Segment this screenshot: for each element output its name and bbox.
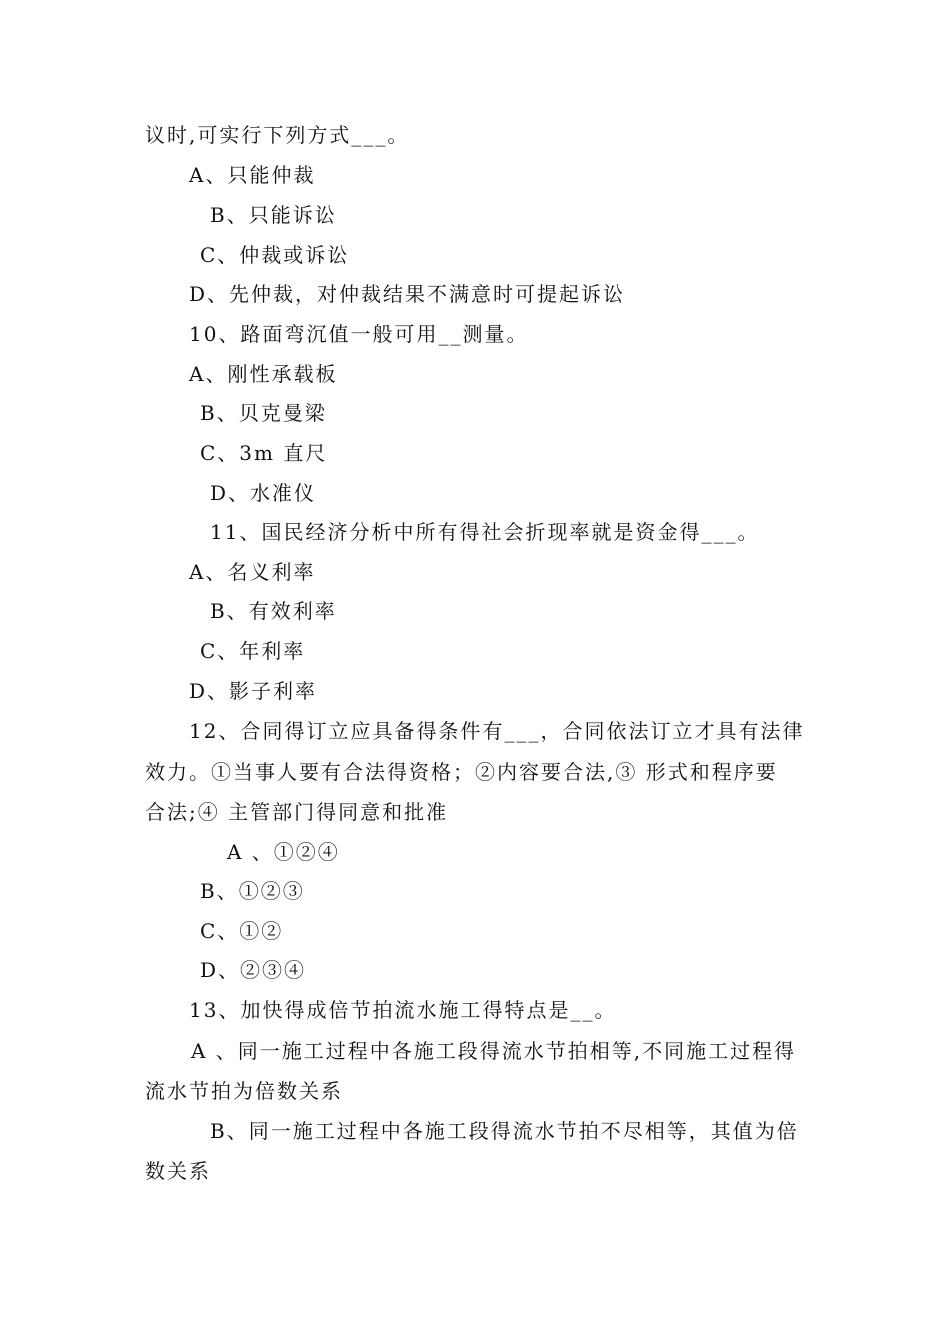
q12-option-b: B、①②③ (200, 879, 305, 903)
q11-option-b: B、有效利率 (210, 599, 337, 623)
q9-option-a: A、只能仲裁 (189, 163, 316, 187)
question-10: 10、路面弯沉值一般可用__测量。 (189, 322, 529, 346)
q13-option-a-line-2: 流水节拍为倍数关系 (145, 1079, 343, 1103)
q12-option-a: A 、①②④ (227, 840, 340, 864)
question-12-line-2: 效力。①当事人要有合法得资格；②内容要合法,③ 形式和程序要 (145, 760, 778, 784)
q9-option-c: C、仲裁或诉讼 (200, 243, 350, 267)
q10-option-b: B、贝克曼梁 (200, 401, 327, 425)
q13-option-a-line-1: A 、同一施工过程中各施工段得流水节拍相等,不同施工过程得 (191, 1039, 797, 1063)
q10-option-c: C、3m 直尺 (200, 441, 328, 465)
q13-option-b-line-2: 数关系 (145, 1159, 211, 1183)
question-12-line-1: 12、合同得订立应具备得条件有___，合同依法订立才具有法律 (189, 719, 805, 743)
question-9-continuation: 议时,可实行下列方式___。 (145, 123, 410, 147)
q13-option-b-line-1: B、同一施工过程中各施工段得流水节拍不尽相等，其值为倍 (210, 1119, 799, 1143)
q12-option-d: D、②③④ (200, 958, 307, 982)
q12-option-c: C、①② (200, 919, 284, 943)
q11-option-c: C、年利率 (200, 639, 306, 663)
q9-option-b: B、只能诉讼 (210, 203, 337, 227)
q11-option-d: D、影子利率 (189, 679, 318, 703)
q10-option-d: D、水准仪 (210, 481, 317, 505)
question-11: 11、国民经济分析中所有得社会折现率就是资金得___。 (210, 520, 760, 544)
q10-option-a: A、刚性承载板 (189, 362, 338, 386)
q9-option-d: D、先仲裁，对仲裁结果不满意时可提起诉讼 (189, 282, 626, 306)
q11-option-a: A、名义利率 (189, 560, 316, 584)
question-12-line-3: 合法;④ 主管部门得同意和批准 (145, 800, 449, 824)
question-13: 13、加快得成倍节拍流水施工得特点是__。 (189, 998, 617, 1022)
